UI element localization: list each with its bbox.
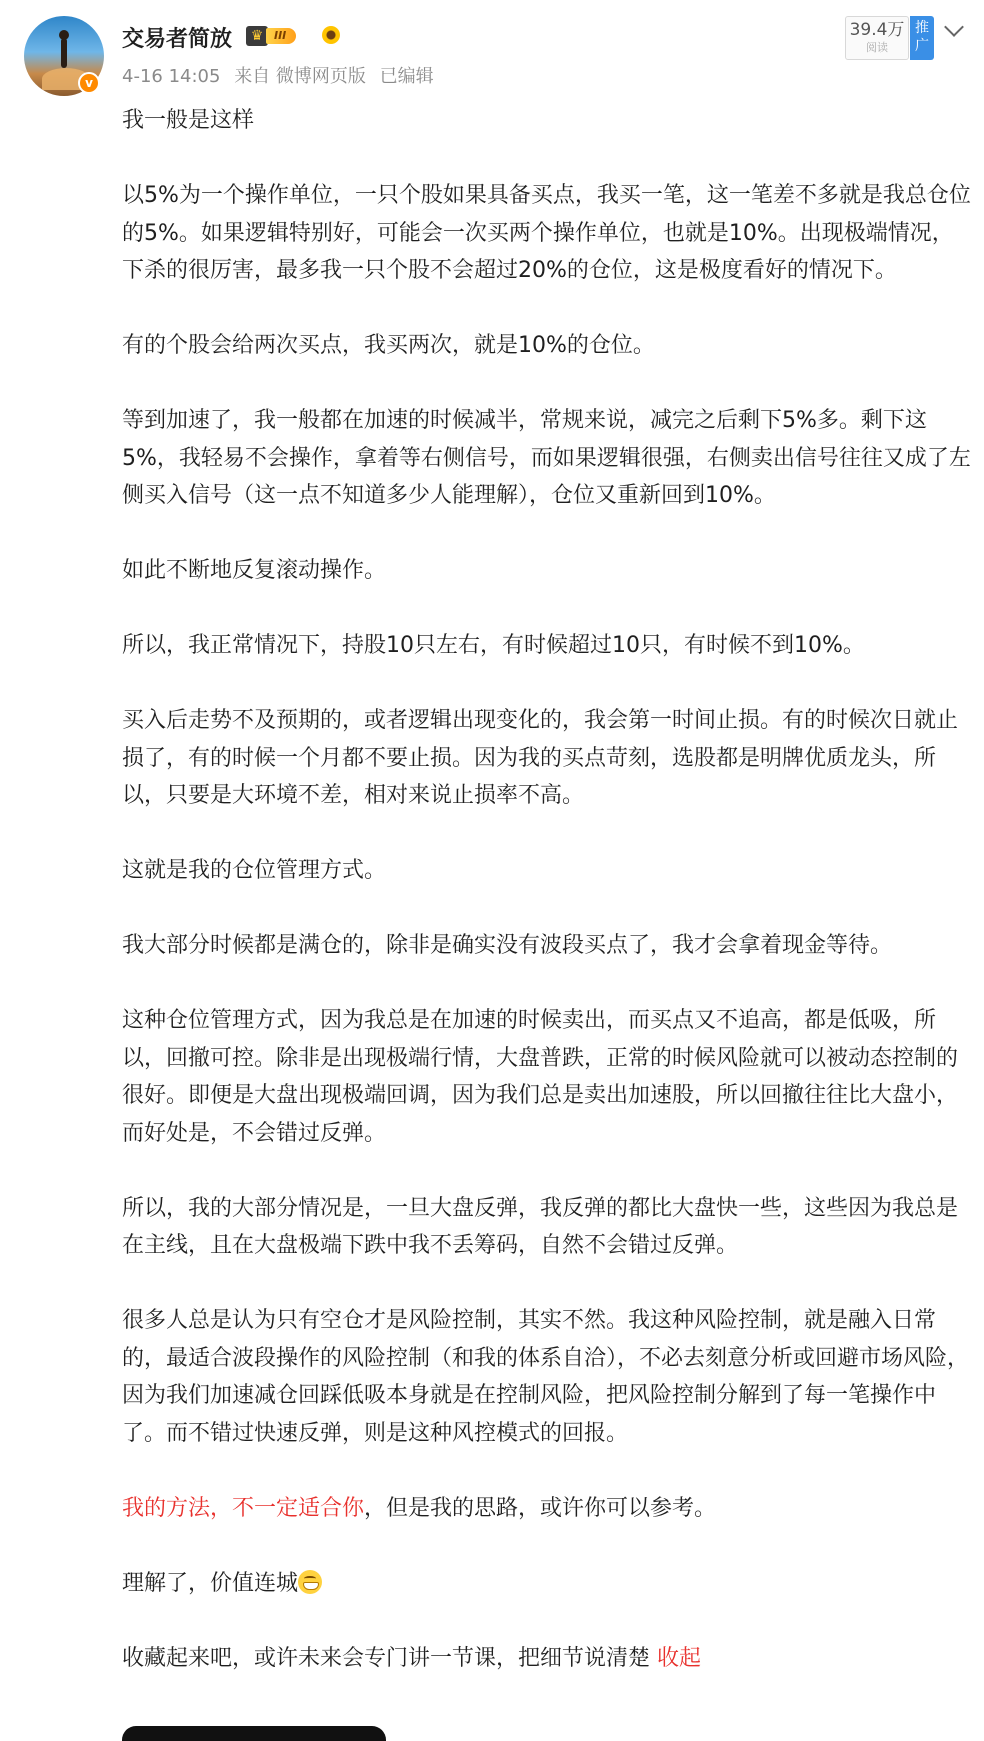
read-count-label: 阅读 — [866, 41, 888, 54]
crown-icon: ♛ — [246, 26, 268, 46]
paragraph — [122, 1565, 972, 1603]
read-count-box — [845, 16, 909, 60]
promote-button[interactable]: 推广 — [910, 16, 934, 60]
paragraph: 以5%为一个操作单位，一只个股如果具备买点，我买一笔，这一笔差不多就是我总仓位的5%。如果逻辑特别好，可能会一次买两个操作单位，也就是10%。出现极端情况，下杀的很厉害，最多我一只个股不会超过20%的仓位，这是极度看好的情况下。 — [122, 183, 971, 283]
paragraph: 我大部分时候都是满仓的，除非是确实没有波段买点了，我才会拿着现金等待。 — [122, 933, 893, 958]
paragraph-text: ，但是我的思路，或许你可以参考。 — [364, 1495, 717, 1521]
collapse-link[interactable]: 收起 — [657, 1645, 702, 1671]
post-header — [0, 0, 984, 110]
paragraph: 等到加速了，我一般都在加速的时候减半，常规来说，减完之后剩下5%多。剩下这5%，我轻易不会操作，拿着等右侧信号，而如果逻辑很强，右侧卖出信号往往又成了左侧买入信号（这一点不知道多少人能理解），仓位又重新回到10%。 — [122, 408, 971, 508]
paragraph — [122, 1490, 972, 1528]
edited-label[interactable]: 已编辑 — [379, 66, 434, 87]
paragraph: 买入后走势不及预期的，或者逻辑出现变化的，我会第一时间止损。有的时候次日就止损了，有的时候一个月都不要止损。因为我的买点苛刻，选股都是明牌优质龙头，所以，只要是大环境不差，相对来说止损率不高。 — [122, 708, 959, 808]
paragraph: 这种仓位管理方式，因为我总是在加速的时候卖出，而买点又不追高，都是低吸，所以，回撤可控。除非是出现极端行情，大盘普跌，正常的时候风险就可以被动态控制的很好。即便是大盘出现极端回调，因为我们总是卖出加速股，所以回撤往往比大盘小，而好处是，不会错过反弹。 — [122, 1008, 959, 1146]
member-level-badge[interactable] — [246, 24, 296, 48]
paragraph: 所以，我正常情况下，持股10只左右，有时候超过10只，有时候不到10%。 — [122, 633, 865, 658]
paragraph-text: 理解了，价值连城 — [122, 1570, 299, 1596]
paragraph — [122, 1640, 972, 1678]
post-timestamp[interactable]: 4-16 14:05 — [122, 66, 221, 87]
paragraph: 我一般是这样 — [122, 108, 255, 133]
paragraph-text: 收藏起来吧，或许未来会专门讲一节课，把细节说清楚 — [122, 1645, 657, 1671]
chevron-down-icon[interactable] — [944, 17, 964, 37]
verified-badge-icon: v — [78, 72, 100, 94]
paragraph: 很多人总是认为只有空仓才是风险控制，其实不然。我这种风险控制，就是融入日常的，最适合波段操作的风险控制（和我的体系自洽），不必去刻意分析或回避市场风险，因为我们加速减仓回踩低吸本身就是在控制风险，把风险控制分解到了每一笔操作中了。而不错过快速反弹，则是这种风控模式的回报。 — [122, 1308, 970, 1446]
sunflower-icon[interactable] — [322, 26, 340, 44]
highlighted-text: 我的方法，不一定适合你 — [122, 1495, 365, 1521]
paragraph: 有的个股会给两次买点，我买两次，就是10%的仓位。 — [122, 333, 655, 358]
paragraph: 如此不断地反复滚动操作。 — [122, 558, 387, 583]
post-body — [122, 102, 972, 1715]
paragraph: 这就是我的仓位管理方式。 — [122, 858, 387, 883]
bottom-toolbar[interactable] — [122, 1726, 386, 1741]
post-meta — [122, 62, 442, 88]
read-count: 39.4万 — [849, 20, 905, 40]
level-label: III — [266, 28, 296, 44]
avatar-figure — [61, 38, 67, 68]
paragraph: 所以，我的大部分情况是，一旦大盘反弹，我反弹的都比大盘快一些，这些因为我总是在主线，且在大盘极端下跌中我不丢筹码，自然不会错过反弹。 — [122, 1195, 959, 1258]
grin-emoji-icon — [298, 1570, 322, 1594]
post-source: 来自 微博网页版 — [234, 66, 366, 87]
author-name[interactable]: 交易者简放 — [122, 27, 233, 52]
